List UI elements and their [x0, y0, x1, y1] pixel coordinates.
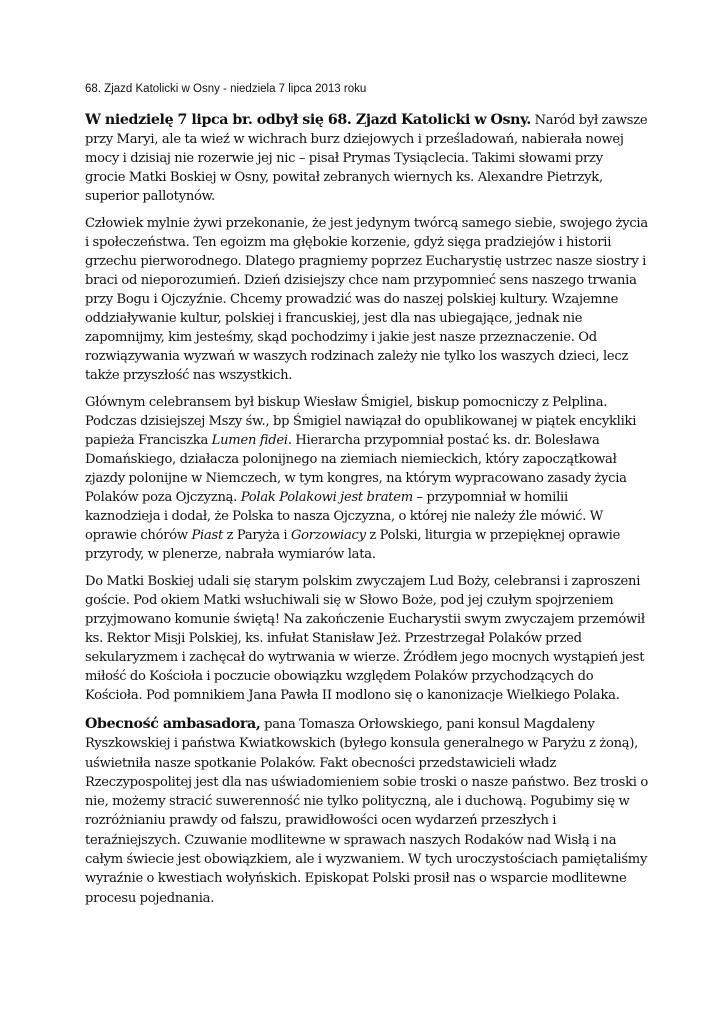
paragraph-line	[85, 715, 660, 734]
paragraph-line: Ryszkowskiej i państwa Kwiatkowskich (byłego konsula generalnego w Paryżu z żoną),	[85, 736, 639, 752]
paragraph-line: wyraźnie o kwestiach wołyńskich. Episkopat Polski prosił nas o wsparcie modlitewne	[85, 871, 627, 887]
line-text: papieża Franciszka	[85, 433, 212, 448]
paragraph-line: przy Maryi, ale ta wieź w wichrach burz dziejowych i prześladowań, nabierała nowej	[85, 132, 624, 147]
document-header: 68. Zjazd Katolicki w Osny - niedziela 7 lipca 2013 roku	[85, 83, 367, 95]
paragraph-line: sekularyzmem i zachęcał do wytrwania w wierze. Źródłem jego mocnych wystąpień jest	[85, 650, 645, 665]
lead-bold-text: W niedzielę 7 lipca br. odbył się 68. Zjazd Katolicki w Osny.	[85, 112, 531, 128]
line-text: . Hierarcha przypomniał postać ks. dr. Bolesława	[287, 433, 600, 448]
paragraph-line: rozwiązywania wyzwań w waszych rodzinach zależy nie tylko los waszych dzieci, lecz	[85, 349, 629, 364]
paragraph-line: Do Matki Boskiej udali się starym polskim zwyczajem Lud Boży, celebransi i zaproszeni	[85, 574, 641, 589]
paragraph-line: przyrody, w plenerze, nabrała wymiarów lata.	[85, 547, 376, 562]
paragraph-2	[85, 214, 660, 385]
paragraph-line: grocie Matki Boskiej w Osny, powitał zebranych wiernych ks. Alexandre Pietrzyk,	[85, 170, 603, 185]
paragraph-line: teraźniejszych. Czuwanie modlitewne w sprawach naszych Rodaków nad Wisłą i na	[85, 832, 617, 848]
paragraph-4	[85, 572, 660, 705]
paragraph-line: mocy i dzisiaj nie rozerwie jej nic – pisał Prymas Tysiąclecia. Takimi słowami przy	[85, 151, 603, 166]
encyclical-title: Lumen fidei	[211, 433, 288, 448]
motto-italic: Polak Polakowi jest bratem	[240, 490, 413, 505]
paragraph-line	[85, 431, 660, 450]
lead-bold-text: Obecność ambasadora,	[85, 716, 261, 732]
choir-name-piast: Piast	[191, 528, 223, 543]
paragraph-line: Rzeczypospolitej jest dla nas uświadomieniem sobie troski o nasze państwo. Bez troski o	[85, 774, 648, 790]
line-text: oprawie chórów	[85, 528, 192, 543]
paragraph-line: Kościoła. Pod pomnikiem Jana Pawła II modlono się o kanonizacje Wielkiego Polaka.	[85, 688, 620, 703]
paragraph-line: uświetniła nasze spotkanie Polaków. Fakt obecności przedstawicieli władz	[85, 755, 557, 771]
paragraph-line: rozróżnianiu prawdy od fałszu, prawidłowości ocen wydarzeń przeszłych i	[85, 813, 557, 829]
paragraph-line: zjazdy polonijne w Niemczech, w tym kongres, na którym wypracowano zasady życia	[85, 471, 627, 486]
paragraph-line: nie, możemy stracić suwerenność nie tylko polityczną, ale i duchową. Pogubimy się w	[85, 794, 630, 810]
line-text: – przypomniał w homilii	[412, 490, 568, 505]
paragraph-line: i społeczeństwa. Ten egoizm ma głębokie korzenie, gdyż sięga pradziejów i historii	[85, 235, 612, 250]
paragraph-line: przy Bogu i Ojczyźnie. Chcemy prowadzić was do naszej polskiej kultury. Wzajemne	[85, 292, 619, 307]
paragraph-line: Głównym celebransem był biskup Wiesław Śmigiel, biskup pomocniczy z Pelplina.	[85, 395, 608, 410]
line-text: Polaków poza Ojczyzną.	[85, 490, 241, 505]
line-text: z Polski, liturgia w przepięknej oprawie	[365, 528, 621, 543]
paragraph-3	[85, 393, 660, 564]
paragraph-line: goście. Pod okiem Matki wsłuchiwali się w Słowo Boże, pod jej czułym spojrzeniem	[85, 593, 614, 608]
paragraph-5	[85, 715, 660, 908]
paragraph-line: Podczas dzisiejszej Mszy św., bp Śmigiel nawiązał do opublikowanej w piątek encykliki	[85, 414, 637, 429]
paragraph-line: całym świecie jest obowiązkiem, ale i wyzwaniem. W tych uroczystościach pamiętaliśmy	[85, 852, 648, 868]
paragraph-line: Domańskiego, działacza polonijnego na ziemiach niemieckich, który zapoczątkował	[85, 452, 617, 467]
paragraph-line	[85, 111, 660, 130]
paragraph-line: miłość do Kościoła i poczucie obowiązku względem Polaków przychodzących do	[85, 669, 594, 684]
paragraph-line: braci od nieporozumień. Dzień dzisiejszy chce nam przypomnieć sens naszego trwania	[85, 273, 637, 288]
paragraph-line: superior pallotynów.	[85, 189, 215, 204]
paragraph-line: procesu pojednania.	[85, 890, 215, 906]
document-page	[85, 82, 660, 916]
paragraph-line: zapomnijmy, kim jesteśmy, skąd pochodzimy i jakie jest nasze przeznaczenie. Od	[85, 330, 597, 345]
paragraph-line: Człowiek mylnie żywi przekonanie, że jest jedynym twórcą samego siebie, swojego życia	[85, 216, 648, 231]
paragraph-1	[85, 111, 660, 206]
paragraph-line	[85, 488, 660, 507]
line-text: Naród był zawsze	[530, 113, 648, 128]
paragraph-line: kaznodzieja i dodał, że Polska to nasza Ojczyzna, o której nie należy źle mówić. W	[85, 509, 604, 524]
paragraph-line: ks. Rektor Misji Polskiej, ks. infułat Stanisław Jeż. Przestrzegał Polaków przed	[85, 631, 582, 646]
paragraph-line	[85, 526, 660, 545]
line-text: z Paryża i	[223, 528, 291, 543]
choir-name-gorzowiacy: Gorzowiacy	[290, 528, 366, 543]
line-text: pana Tomasza Orłowskiego, pani konsul Magdaleny	[260, 717, 595, 732]
paragraph-line: grzechu pierworodnego. Dlatego pragniemy poprzez Eucharystię ustrzec nasze siostry i	[85, 254, 647, 269]
paragraph-line: także przyszłość nas wszystkich.	[85, 368, 293, 383]
paragraph-line: oddziaływanie kultur, polskiej i francuskiej, jest dla nas ubiegające, jednak nie	[85, 311, 583, 326]
paragraph-line: przyjmowano komunie świętą! Na zakończenie Eucharystii swym zwyczajem przemówił	[85, 612, 645, 627]
